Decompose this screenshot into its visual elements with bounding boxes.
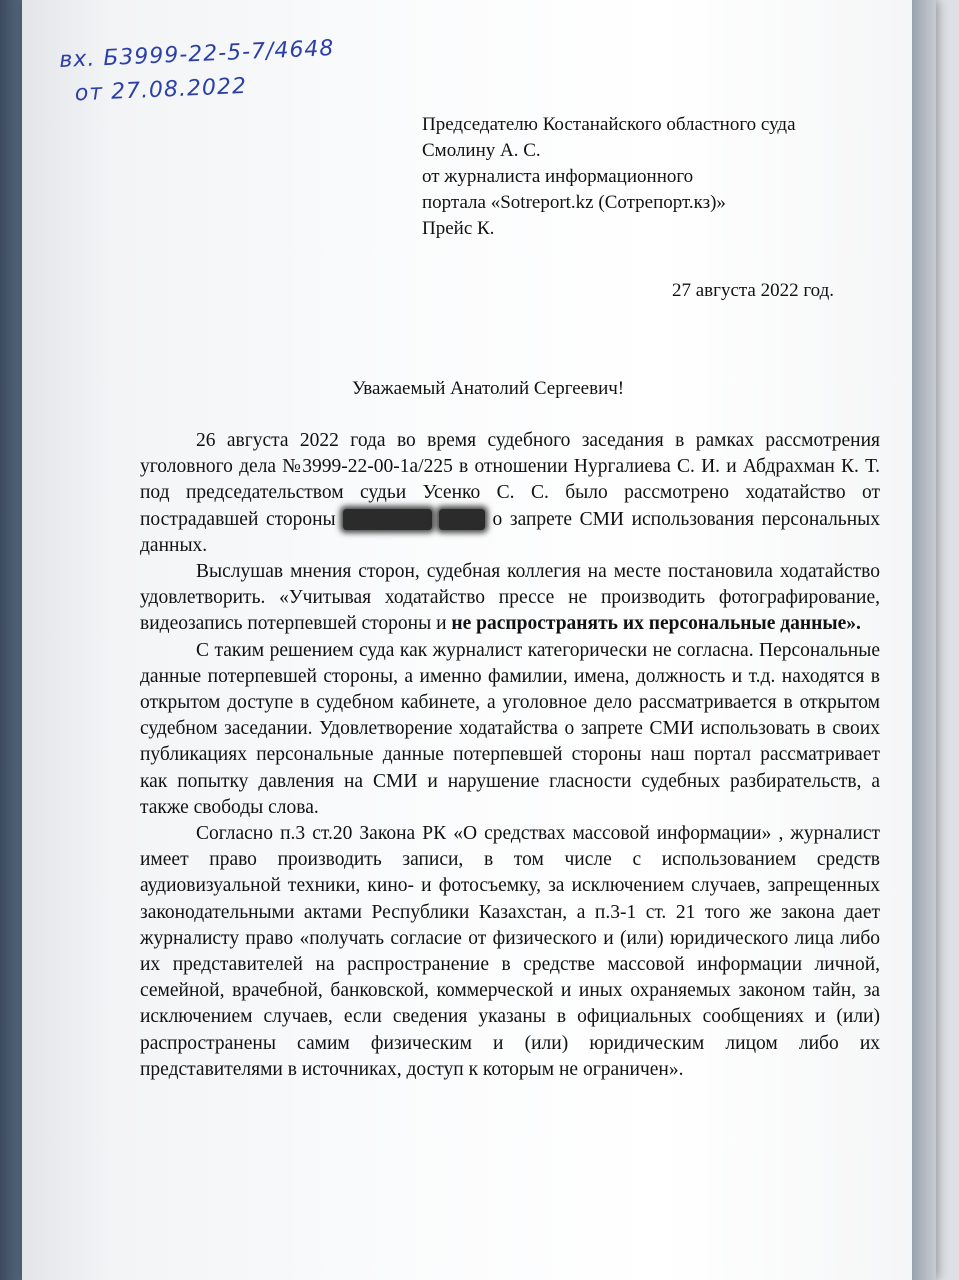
addressee-line: Прейс К. [422,218,495,239]
addressee-line: Смолину А. С. [422,140,541,161]
paragraph-4: Согласно п.3 ст.20 Закона РК «О средствах массовой информации» , журналист имеет право производить записи, в том числе с использованием средств аудиовизуальной техники, кино- и фотосъемку, за исключением случаев, запрещенных законодательными актами Республики Казахстан, а п.3-1 ст. 21 того же закона дает журналисту право «получать согласие от физического и (или) юридического лица либо их представителей на распространение в средстве массовой информации личной, семейной, врачебной, банковской, коммерческой и иных охраняемых законом тайн, за исключением случаев, если сведения указаны в официальных сообщениях и (или) распространены самим физическим и (или) юридическим лицом либо их представителями в источниках, доступ к которым не ограничен». [140,823,880,1080]
paragraph-2 [140,559,880,638]
paragraph-3: С таким решением суда как журналист категорически не согласна. Персональные данные потерпевшей стороны, а именно фамилии, имена, должность и т.д. находятся в открытом доступе в судебном кабинете, а уголовное дело рассматривается в открытом судебном заседании. Удовлетворение ходатайства о запрете СМИ использовать в своих публикациях персональные данные потерпевшей стороны наш портал рассматривает как попытку давления на СМИ и нарушение гласности судебных разбирательств, а также свободы слова. [140,639,880,818]
stamp-date: от 27.08.2022 [74,73,248,107]
redacted-initials: И. А. [439,508,485,530]
letter-date: 27 августа 2022 год. [672,280,835,301]
page-edge [912,0,936,1280]
paragraph-text: Выслушав мнения сторон, судебная коллегия на месте постановила ходатайство удовлетворить. «Учитывая ходатайство прессе не производить фотографирование, видеозапись потерпевшей стороны и [140,561,880,635]
letter-page [22,0,936,1280]
paragraph-1 [140,428,880,559]
letter-body [140,428,880,1083]
addressee-line: Председателю Костанайского областного суда [422,114,796,135]
registration-stamp [59,32,337,112]
paragraph-text: 26 августа 2022 года во время судебного заседания в рамках рассмотрения уголовного дела №3999-22-00-1а/225 в отношении Нургалиева С. И. и Абдрахман К. Т. под председательством судьи Усенко С. С. было рассмотрено ходатайство от пострадавшей стороны [140,430,880,530]
bold-quote: не распространять их персональные данные». [451,613,861,635]
stamp-number: вх. Б3999-22-5-7/4648 [58,36,335,74]
redacted-surname: Киселевой [343,508,432,530]
addressee-line: от журналиста информационного [422,166,694,187]
addressee-line: портала «Sotreport.kz (Сотрепорт.кз)» [422,192,726,213]
paragraph-text: о запрете СМИ использования персональных данных. [140,508,880,556]
greeting: Уважаемый Анатолий Сергеевич! [352,378,625,399]
addressee-block [422,112,796,242]
